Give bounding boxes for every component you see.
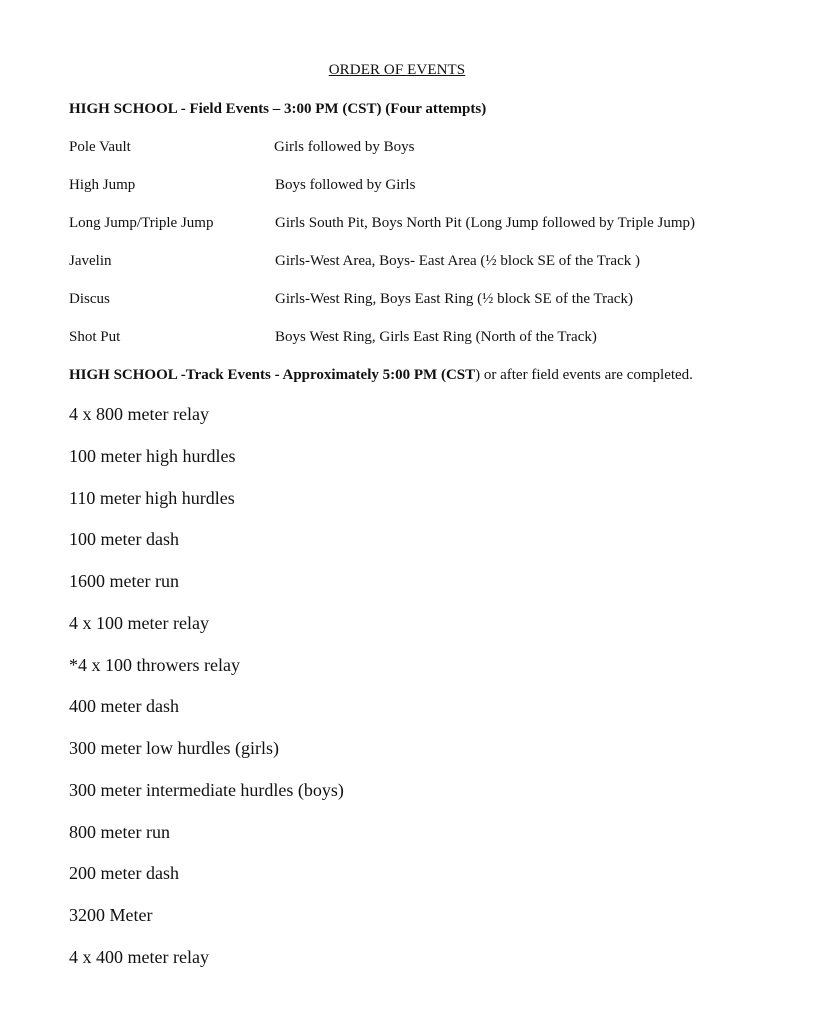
- track-event-item: 1600 meter run: [69, 571, 179, 591]
- field-event-name: Pole Vault: [69, 139, 131, 155]
- track-events-heading: [69, 367, 693, 384]
- track-event-item: 800 meter run: [69, 821, 170, 842]
- field-event-name: Discus: [69, 291, 110, 307]
- field-event-detail: Girls South Pit, Boys North Pit (Long Jump followed by Triple Jump): [275, 215, 696, 231]
- field-event-detail: Girls followed by Boys: [274, 139, 415, 155]
- track-event-item: 110 meter high hurdles: [69, 487, 235, 508]
- field-event-name: Javelin: [69, 253, 112, 269]
- field-events-heading: HIGH SCHOOL - Field Events – 3:00 PM (CST) (Four attempts): [69, 101, 487, 117]
- track-event-item: 4 x 100 meter relay: [69, 612, 209, 633]
- track-heading-bold: HIGH SCHOOL -Track Events - Approximately 5:00 PM (CST: [69, 367, 476, 383]
- track-event-item: 100 meter high hurdles: [69, 445, 236, 466]
- field-event-name: High Jump: [69, 177, 136, 193]
- page-title: ORDER OF EVENTS: [328, 62, 466, 78]
- track-event-item: 300 meter low hurdles (girls): [69, 738, 279, 758]
- field-event-detail: Boys West Ring, Girls East Ring (North of the Track): [275, 329, 597, 345]
- track-event-item: 4 x 400 meter relay: [69, 946, 209, 967]
- track-events-list: [69, 403, 344, 988]
- track-event-item: 100 meter dash: [69, 529, 179, 550]
- field-event-detail: Boys followed by Girls: [275, 177, 416, 193]
- field-event-detail: Girls-West Ring, Boys East Ring (½ block SE of the Track): [275, 291, 633, 307]
- track-event-item: 400 meter dash: [69, 696, 179, 717]
- track-event-item: 300 meter intermediate hurdles (boys): [69, 779, 344, 800]
- field-event-name: Long Jump/Triple Jump: [69, 215, 214, 231]
- track-heading-normal: ) or after field events are completed.: [475, 367, 693, 383]
- field-event-name: Shot Put: [69, 329, 121, 345]
- track-event-item: 4 x 800 meter relay: [69, 404, 209, 424]
- track-event-item: 200 meter dash: [69, 863, 179, 884]
- track-event-item: 3200 Meter: [69, 905, 153, 925]
- track-event-item: *4 x 100 throwers relay: [69, 654, 240, 675]
- field-event-detail: Girls-West Area, Boys- East Area (½ block SE of the Track ): [275, 253, 640, 269]
